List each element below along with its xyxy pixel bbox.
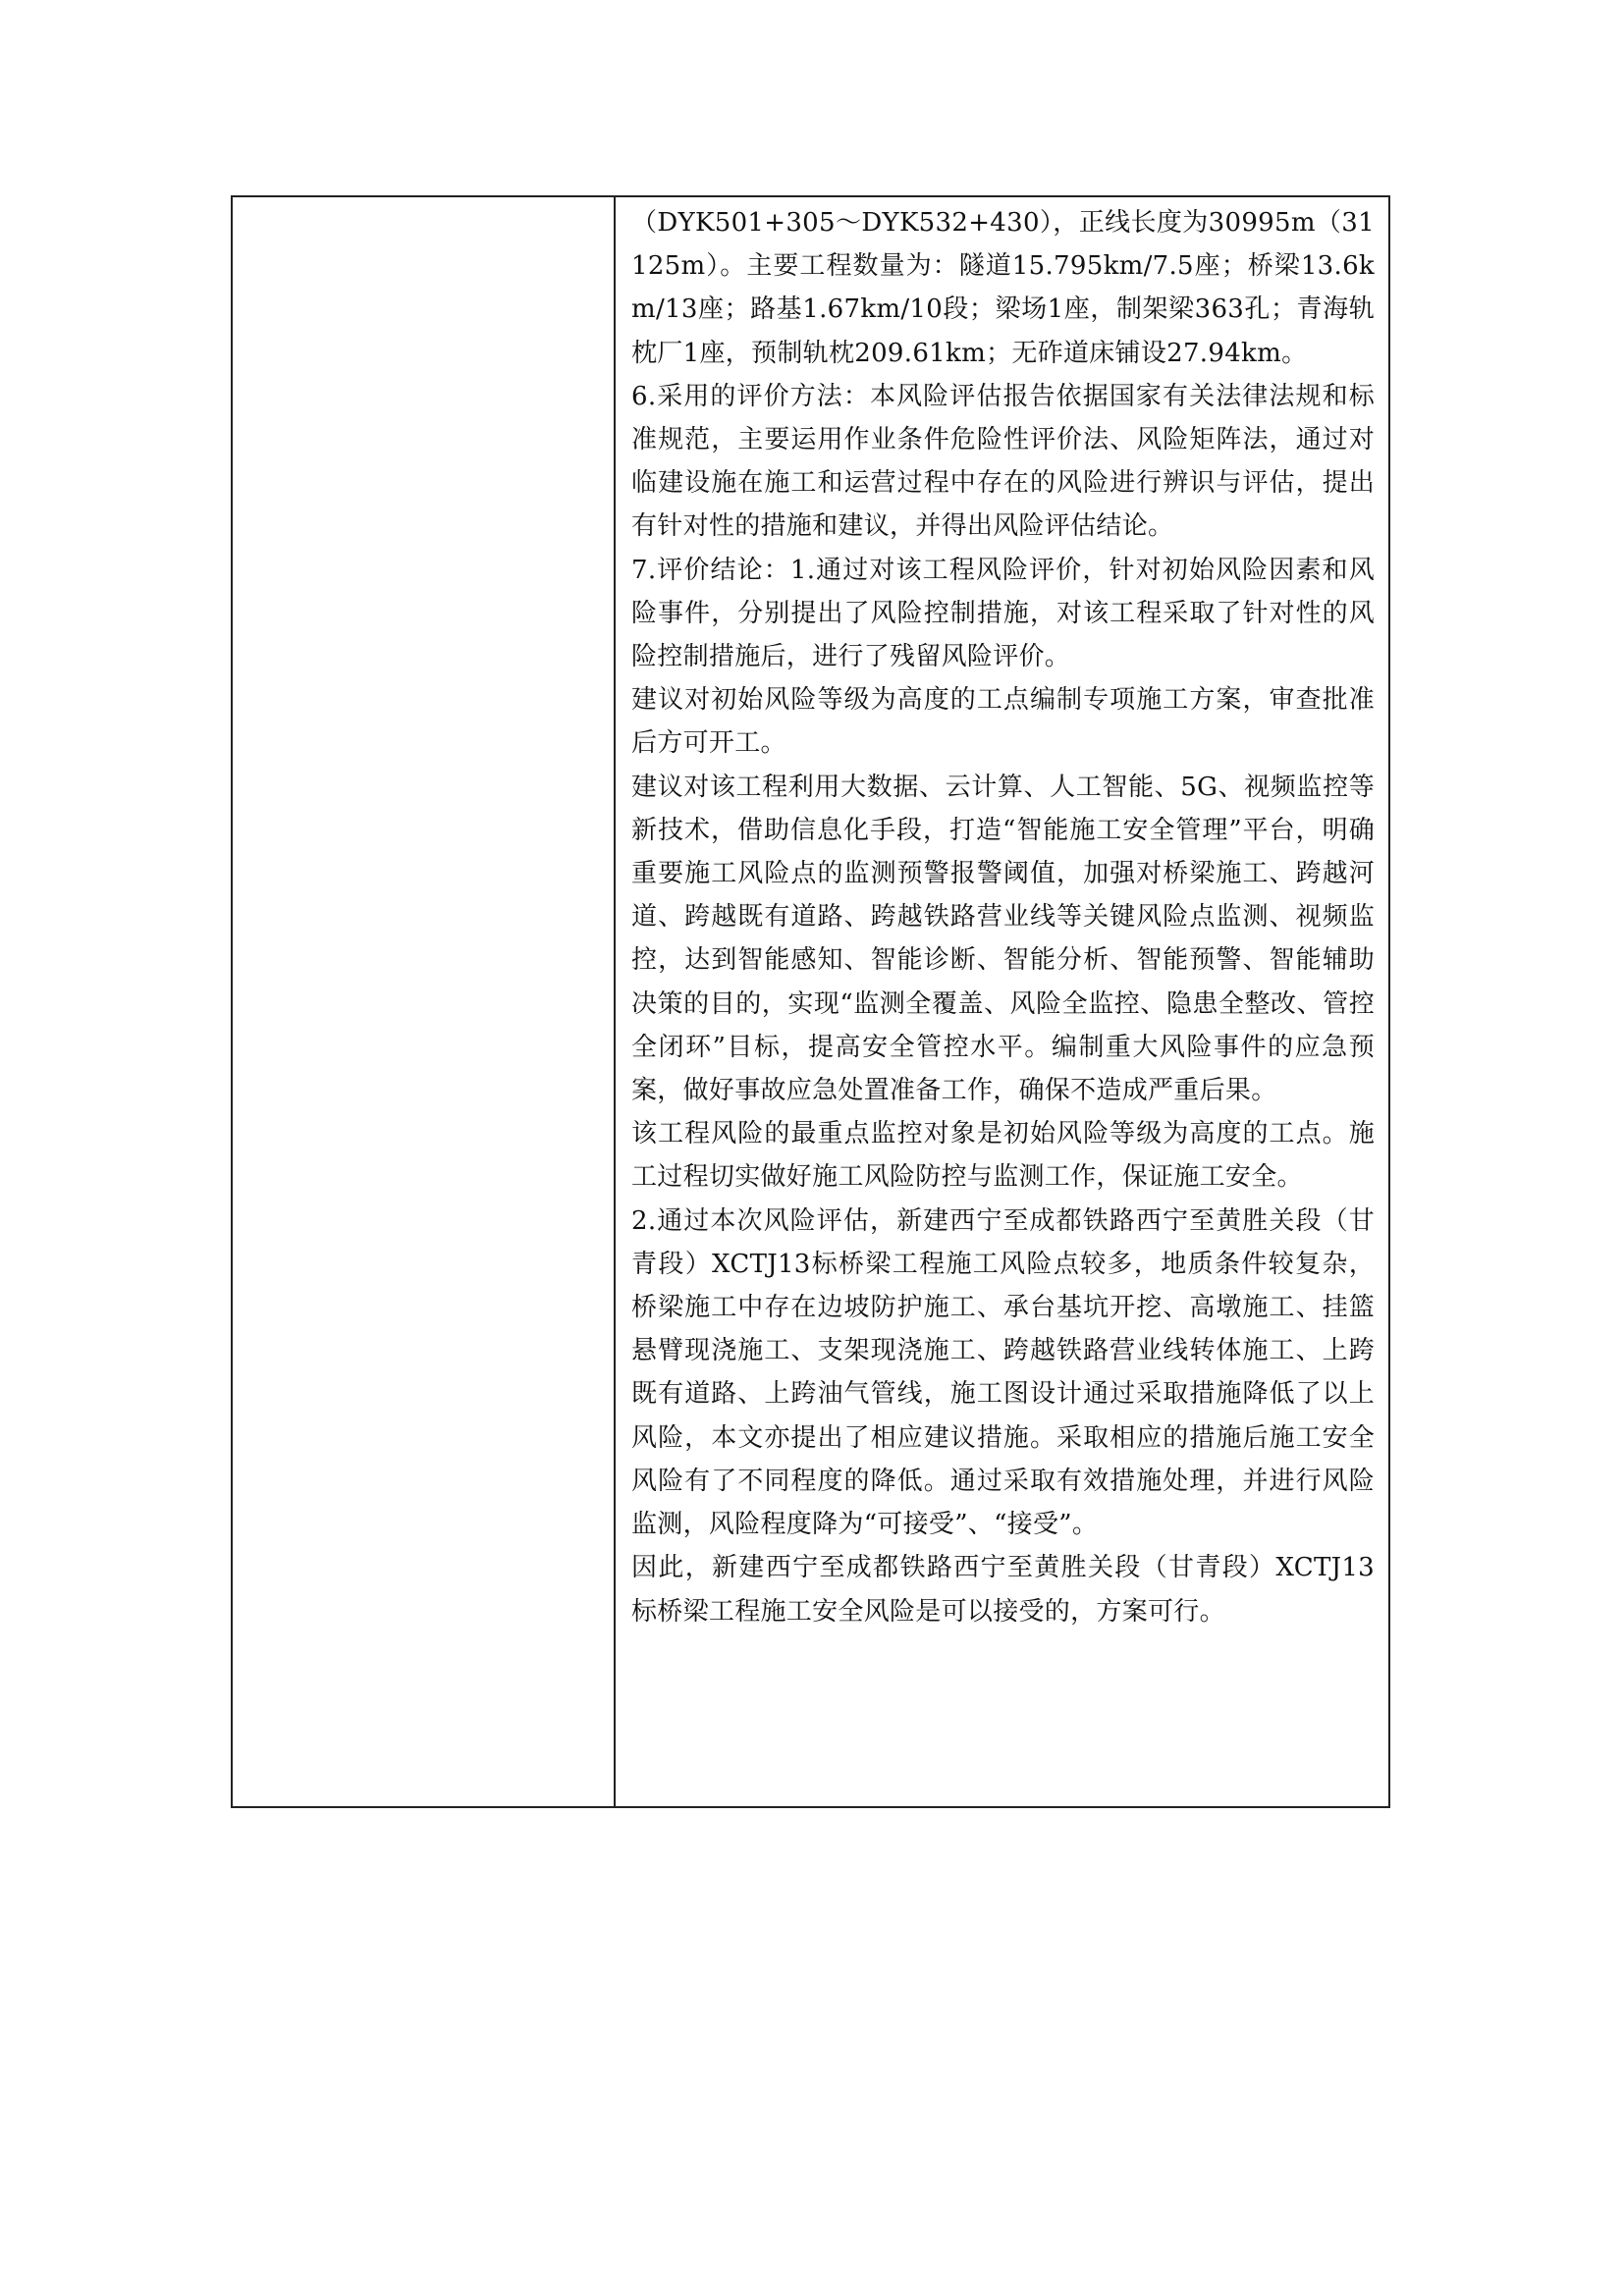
paragraph-recommendation-plan: 建议对初始风险等级为高度的工点编制专项施工方案，审查批准后方可开工。 xyxy=(631,685,1375,759)
paragraph-project-scope: （DYK501+305～DYK532+430），正线长度为30995m（31125m）。主要工程数量为：隧道15.795km/7.5座；桥梁13.6km/13座；路基1.67km/10段；梁场1座，制架梁363孔；青海轨枕厂1座，预制轨枕209.61km；无砟道床铺设27.94km。 xyxy=(631,208,1375,368)
table-right-cell xyxy=(616,197,1388,1806)
paragraph-monitoring-focus: 该工程风险的最重点监控对象是初始风险等级为高度的工点。施工过程切实做好施工风险防控与监测工作，保证施工安全。 xyxy=(631,1119,1375,1193)
table-left-cell xyxy=(233,197,616,1806)
paragraph-risk-assessment-result: 2.通过本次风险评估，新建西宁至成都铁路西宁至黄胜关段（甘青段）XCTJ13标桥梁工程施工风险点较多，地质条件较复杂，桥梁施工中存在边坡防护施工、承台基坑开挖、高墩施工、挂篮悬臂现浇施工、支架现浇施工、跨越铁路营业线转体施工、上跨既有道路、上跨油气管线，施工图设计通过采取措施降低了以上风险，本文亦提出了相应建议措施。采取相应的措施后施工安全风险有了不同程度的降低。通过采取有效措施处理，并进行风险监测，风险程度降为“可接受”、“接受”。 xyxy=(631,1205,1375,1540)
content-table xyxy=(231,195,1390,1808)
paragraph-recommendation-technology: 建议对该工程利用大数据、云计算、人工智能、5G、视频监控等新技术，借助信息化手段，打造“智能施工安全管理”平台，明确重要施工风险点的监测预警报警阈值，加强对桥梁施工、跨越河道、跨越既有道路、跨越铁路营业线等关键风险点监测、视频监控，达到智能感知、智能诊断、智能分析、智能预警、智能辅助决策的目的，实现“监测全覆盖、风险全监控、隐患全整改、管控全闭环”目标，提高安全管控水平。编制重大风险事件的应急预案，做好事故应急处置准备工作，确保不造成严重后果。 xyxy=(631,772,1375,1106)
paragraph-final-conclusion: 因此，新建西宁至成都铁路西宁至黄胜关段（甘青段）XCTJ13标桥梁工程施工安全风险是可以接受的，方案可行。 xyxy=(631,1553,1375,1627)
paragraph-evaluation-method: 6.采用的评价方法：本风险评估报告依据国家有关法律法规和标准规范，主要运用作业条件危险性评价法、风险矩阵法，通过对临建设施在施工和运营过程中存在的风险进行辨识与评估，提出有针对性的措施和建议，并得出风险评估结论。 xyxy=(631,381,1375,542)
paragraph-evaluation-conclusion: 7.评价结论：1.通过对该工程风险评价，针对初始风险因素和风险事件，分别提出了风险控制措施，对该工程采取了针对性的风险控制措施后，进行了残留风险评价。 xyxy=(631,555,1375,672)
